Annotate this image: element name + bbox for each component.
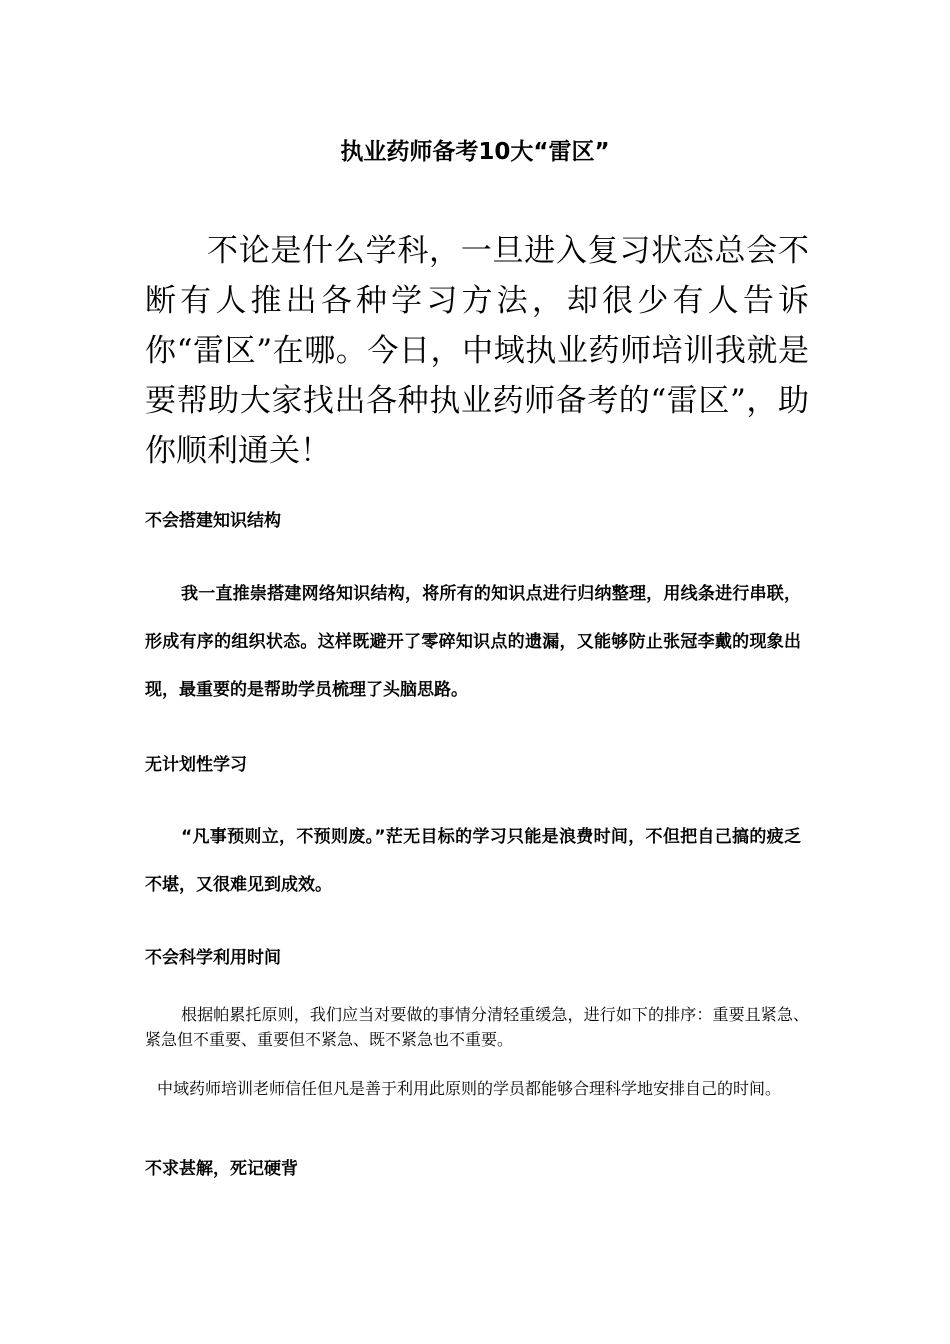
intro-paragraph: 不论是什么学科，一旦进入复习状态总会不断有人推出各种学习方法，却很少有人告诉你“雷区”在哪。今日，中域执业药师培训我就是要帮助大家找出各种执业药师备考的“雷区”，助你顺利通关！	[145, 233, 809, 469]
section-paragraph: 中域药师培训老师信任但凡是善于利用此原则的学员都能够合理科学地安排自己的时间。	[157, 1079, 782, 1098]
section-heading: 不会搭建知识结构	[145, 511, 281, 531]
section-heading: 不会科学利用时间	[145, 948, 281, 968]
section-paragraph: 我一直推崇搭建网络知识结构，将所有的知识点进行归纳整理，用线条进行串联，形成有序的组织状态。这样既避开了零碎知识点的遗漏，又能够防止张冠李戴的现象出现，最重要的是帮助学员梳理了头脑思路。	[145, 584, 801, 700]
document-title: 执业药师备考10大“雷区”	[340, 139, 610, 165]
section-paragraph: “凡事预则立，不预则废。”茫无目标的学习只能是浪费时间，不但把自己搞的疲乏不堪，又很难见到成效。	[145, 827, 801, 895]
section-paragraph: 根据帕累托原则，我们应当对要做的事情分清轻重缓急，进行如下的排序：重要且紧急、紧急但不重要、重要但不紧急、既不紧急也不重要。	[145, 1005, 809, 1049]
section-heading: 无计划性学习	[145, 755, 247, 775]
section-heading: 不求甚解，死记硬背	[145, 1159, 298, 1179]
